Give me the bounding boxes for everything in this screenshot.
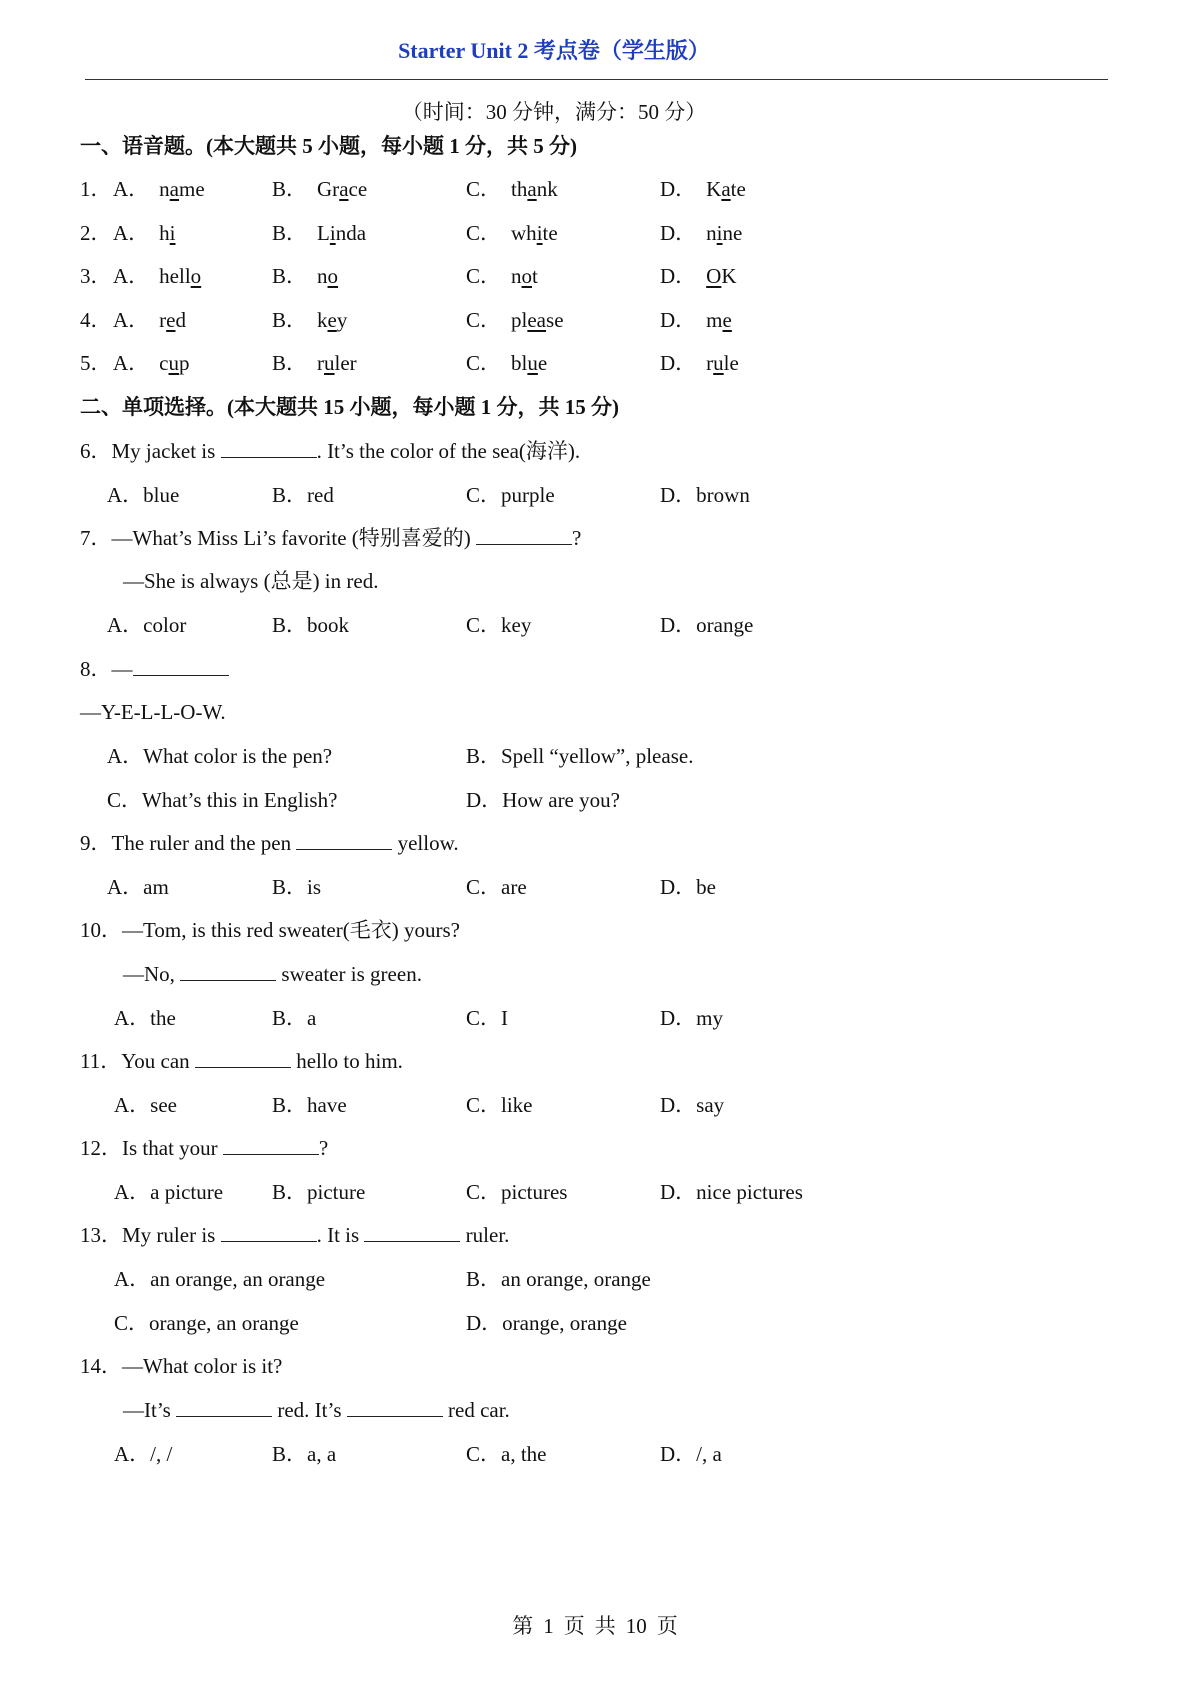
question-11-stem: 11．You can hello to him. (80, 1049, 403, 1073)
answer-blank (221, 439, 317, 458)
underlined-letters: ea (527, 308, 547, 332)
question-9-option-b: B．is (272, 875, 322, 899)
question-1-option-a: A． name (113, 177, 205, 201)
question-10-option-d: D．my (660, 1006, 723, 1030)
question-7-response: —She is always (总是) in red. (123, 569, 379, 593)
question-2-option-c: C． white (466, 221, 558, 245)
underlined-letters: o (190, 264, 202, 288)
question-3-option-c: C． not (466, 264, 538, 288)
underlined-letters: i (716, 221, 723, 245)
question-8-option-c: C．What’s this in English? (107, 788, 338, 812)
question-12-stem: 12．Is that your ? (80, 1136, 329, 1160)
answer-blank (133, 657, 229, 676)
underlined-letters: a (721, 177, 731, 201)
answer-blank (347, 1398, 443, 1417)
section-2-title: 二、单项选择。(本大题共 15 小题，每小题 1 分，共 15 分) (80, 395, 619, 419)
question-1-number: 1． (80, 177, 112, 201)
question-9-option-d: D．be (660, 875, 716, 899)
question-13-option-a: A．an orange, an orange (114, 1267, 326, 1291)
question-14-option-b: B．a, a (272, 1442, 337, 1466)
answer-blank (223, 1136, 319, 1155)
answer-blank (195, 1049, 291, 1068)
question-14-option-d: D．/, a (660, 1442, 722, 1466)
question-6-option-b: B．red (272, 483, 334, 507)
question-7-option-a: A．color (107, 613, 187, 637)
question-5-option-a: A． cup (113, 351, 190, 375)
question-5-option-b: B． ruler (272, 351, 357, 375)
question-8-stem: 8．— (80, 655, 229, 683)
question-3-option-d: D． OK (660, 264, 737, 288)
question-12-option-c: C．pictures (466, 1180, 568, 1204)
question-5-number: 5． (80, 351, 112, 375)
question-10-response: —No, sweater is green. (123, 962, 422, 986)
question-4-option-a: A． red (113, 308, 186, 332)
question-14-option-a: A．/, / (114, 1442, 173, 1466)
answer-blank (221, 1223, 317, 1242)
underlined-letters: i (169, 221, 176, 245)
underlined-letters: u (324, 351, 335, 375)
question-8-response: —Y-E-L-L-O-W. (80, 700, 226, 724)
question-9-option-c: C．are (466, 875, 527, 899)
question-3-option-b: B． no (272, 264, 339, 288)
question-12-option-b: B．picture (272, 1180, 366, 1204)
question-8-option-d: D．How are you? (466, 788, 620, 812)
question-9-stem: 9．The ruler and the pen yellow. (80, 831, 459, 855)
question-7-option-b: B．book (272, 613, 350, 637)
underlined-letters: i (536, 221, 543, 245)
question-4-option-d: D． me (660, 308, 732, 332)
underlined-letters: e (327, 308, 337, 332)
question-11-option-c: C．like (466, 1093, 533, 1117)
underlined-letters: e (166, 308, 176, 332)
answer-blank (364, 1223, 460, 1242)
section-1-title: 一、语音题。(本大题共 5 小题，每小题 1 分，共 5 分) (80, 134, 577, 158)
question-10-option-c: C．I (466, 1006, 508, 1030)
question-9-option-a: A．am (107, 875, 169, 899)
question-1-option-b: B． Grace (272, 177, 368, 201)
exam-time-info: （时间：30 分钟，满分：50 分） (401, 100, 707, 124)
underlined-letters: a (169, 177, 179, 201)
document-title: Starter Unit 2 考点卷（学生版） (398, 38, 710, 63)
question-13-option-d: D．orange, orange (466, 1311, 627, 1335)
underlined-letters: u (168, 351, 179, 375)
underlined-letters: a (339, 177, 349, 201)
question-6-option-c: C．purple (466, 483, 555, 507)
answer-blank (296, 831, 392, 850)
question-13-stem: 13．My ruler is . It is ruler. (80, 1223, 510, 1247)
question-14-response: —It’s red. It’s red car. (123, 1398, 510, 1422)
question-6-option-a: A．blue (107, 483, 180, 507)
underlined-letters: o (327, 264, 339, 288)
underlined-letters: e (722, 308, 732, 332)
underlined-letters: o (521, 264, 533, 288)
question-10-stem: 10．—Tom, is this red sweater(毛衣) yours? (80, 918, 460, 942)
underlined-letters: i (329, 221, 336, 245)
page-number-footer: 第 1 页 共 10 页 (512, 1614, 678, 1638)
question-4-option-c: C． please (466, 308, 564, 332)
question-2-option-d: D． nine (660, 221, 743, 245)
question-4-option-b: B． key (272, 308, 348, 332)
underlined-letters: a (527, 177, 537, 201)
question-11-option-b: B．have (272, 1093, 347, 1117)
question-1-option-c: C． thank (466, 177, 558, 201)
question-13-option-c: C．orange, an orange (114, 1311, 299, 1335)
underlined-letters: O (706, 264, 722, 288)
question-14-option-c: C．a, the (466, 1442, 547, 1466)
question-1-option-d: D． Kate (660, 177, 746, 201)
question-7-stem: 7．—What’s Miss Li’s favorite (特别喜爱的) ? (80, 526, 582, 550)
question-14-stem: 14．—What color is it? (80, 1354, 283, 1378)
question-2-option-a: A． hi (113, 221, 176, 245)
question-3-number: 3． (80, 264, 112, 288)
question-3-option-a: A． hello (113, 264, 202, 288)
question-10-option-a: A．the (114, 1006, 176, 1030)
question-4-number: 4． (80, 308, 112, 332)
question-5-option-c: C． blue (466, 351, 548, 375)
question-2-option-b: B． Linda (272, 221, 367, 245)
question-6-option-d: D．brown (660, 483, 750, 507)
question-10-option-b: B．a (272, 1006, 317, 1030)
question-7-option-c: C．key (466, 613, 532, 637)
answer-blank (476, 526, 572, 545)
question-8-option-a: A．What color is the pen? (107, 744, 333, 768)
question-11-option-d: D．say (660, 1093, 725, 1117)
question-7-option-d: D．orange (660, 613, 754, 637)
question-5-option-d: D． rule (660, 351, 739, 375)
question-13-option-b: B．an orange, orange (466, 1267, 651, 1291)
answer-blank (176, 1398, 272, 1417)
question-12-option-a: A．a picture (114, 1180, 224, 1204)
underlined-letters: u (527, 351, 538, 375)
underlined-letters: u (713, 351, 724, 375)
header-divider (85, 79, 1108, 80)
question-8-option-b: B．Spell “yellow”, please. (466, 744, 694, 768)
answer-blank (180, 962, 276, 981)
question-12-option-d: D．nice pictures (660, 1180, 803, 1204)
question-11-option-a: A．see (114, 1093, 177, 1117)
question-6-stem: 6．My jacket is . It’s the color of the sea(海洋). (80, 439, 581, 463)
question-2-number: 2． (80, 221, 112, 245)
